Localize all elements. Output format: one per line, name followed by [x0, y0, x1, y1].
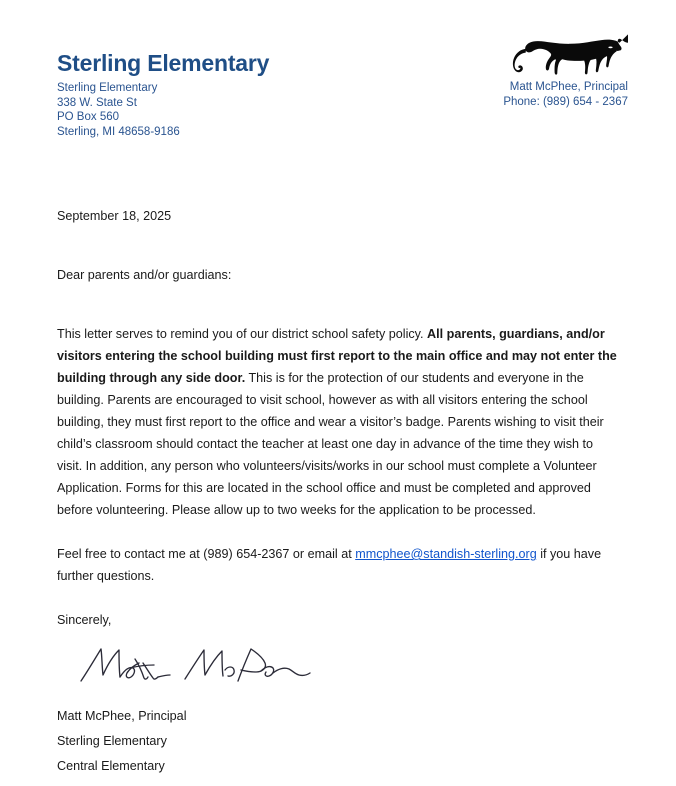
letter-salutation: Dear parents and/or guardians:	[57, 268, 232, 282]
letterhead-right-block	[500, 32, 628, 109]
handwritten-signature	[75, 641, 315, 689]
letter-body	[57, 205, 617, 779]
address-line: 338 W. State St	[57, 96, 137, 109]
letterhead	[0, 0, 676, 150]
signoff-line: Central Elementary	[57, 759, 165, 773]
paragraph2-before-link: Feel free to contact me at (989) 654-2367 or email at	[57, 547, 356, 561]
address-line: Sterling, MI 48658-9186	[57, 125, 180, 138]
letter-date: September 18, 2025	[57, 209, 172, 223]
letter-closing: Sincerely,	[57, 613, 112, 627]
body-paragraph-1	[57, 323, 617, 521]
page-title: Sterling Elementary	[57, 50, 270, 76]
address-line: PO Box 560	[57, 111, 120, 123]
email-link[interactable]: mmcphee@standish-sterling.org	[355, 547, 537, 561]
signoff-block	[57, 704, 617, 779]
principal-name: Matt McPhee, Principal	[509, 81, 628, 93]
panther-mascot-logo	[500, 32, 628, 76]
signoff-line: Matt McPhee, Principal	[57, 709, 187, 723]
body-paragraph-2	[57, 543, 617, 587]
paragraph1-bold-policy: All parents, guardians, and/or visitors entering the school building must first report to the main office and may not enter the building through any side door.	[57, 327, 617, 385]
paragraph1-rest: This is for the protection of our students and everyone in the building. Parents are encouraged to visit school, however as with all visitors entering the school building, they must first report to the office and wear a visitor’s badge. Parents wishing to visit their child’s classroom should contact the teacher at least one day in advance of the time they wish to visit. In addition, any person who volunteers/visits/works in our school must complete a Volunteer Application. Forms for this are located in the school office and must be completed and approved before volunteering. Please allow up to two weeks for the application to be processed.	[57, 371, 604, 517]
signoff-line: Sterling Elementary	[57, 734, 167, 748]
paragraph2-after-link: if you have further questions.	[57, 547, 602, 583]
principal-phone: Phone: (989) 654 - 2367	[503, 95, 628, 108]
letterhead-left-block	[57, 50, 269, 139]
address-line: Sterling Elementary	[57, 82, 158, 94]
paragraph1-lead: This letter serves to remind you of our district school safety policy.	[57, 327, 428, 341]
school-address-block	[57, 81, 269, 139]
